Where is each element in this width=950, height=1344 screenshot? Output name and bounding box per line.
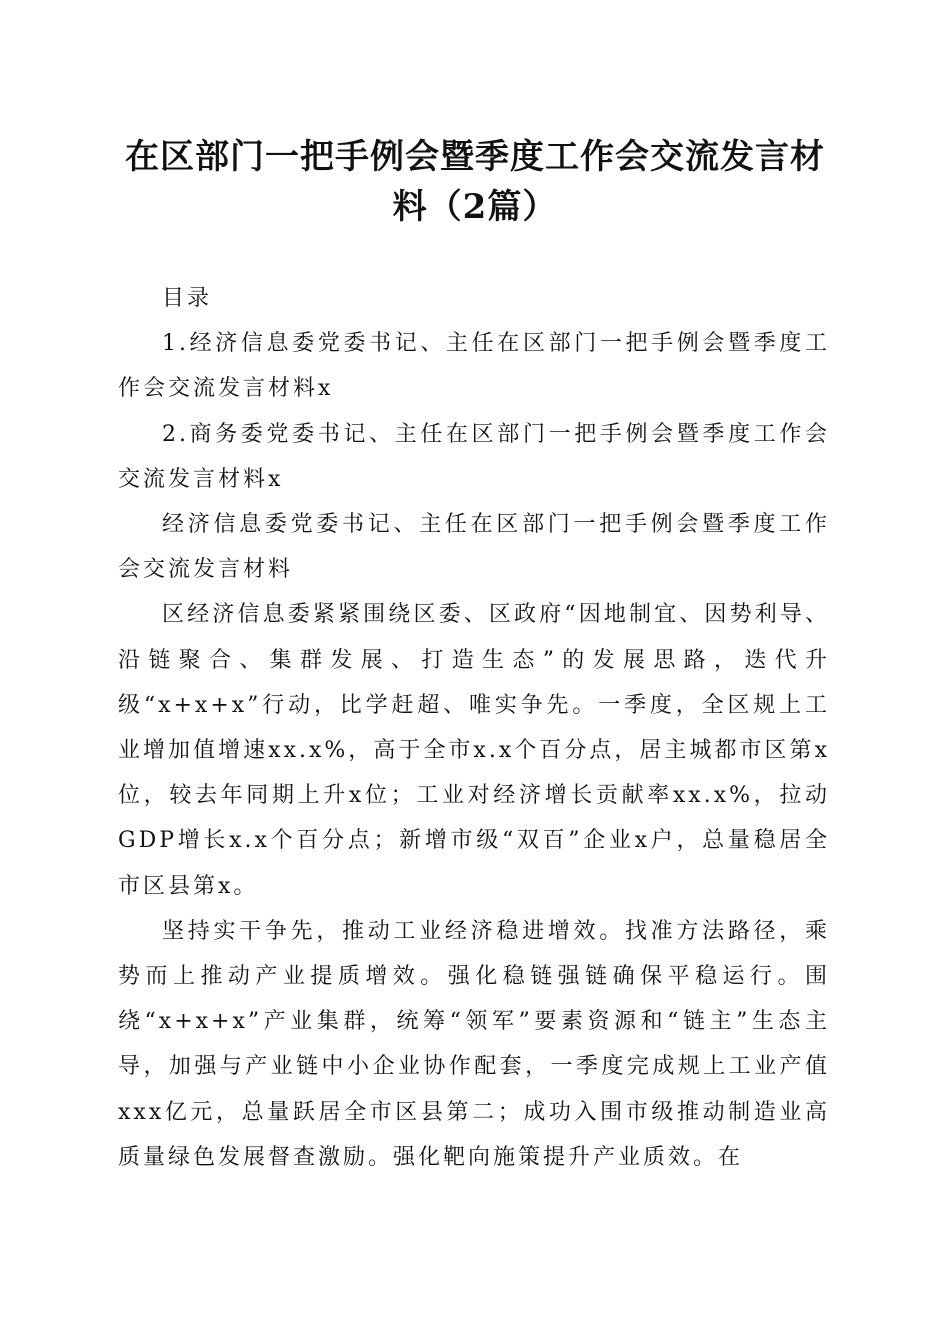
document-title: 在区部门一把手例会暨季度工作会交流发言材料（2篇） [125, 137, 825, 227]
body-paragraph: 区经济信息委紧紧围绕区委、区政府“因地制宜、因势利导、沿链聚合、集群发展、打造生态”的发展思路，迭代升级“x+x+x”行动，比学赶超、唯实争先。一季度，全区规上工业增加值增速xx.x%，高于全市x.x个百分点，居主城都市区第x位，较去年同期上升x位；工业对经济增长贡献率xx.x%，拉动GDP增长x.x个百分点；新增市级“双百”企业x户，总量稳居全市区县第x。 [118, 602, 830, 899]
toc-item: 2.商务委党委书记、主任在区部门一把手例会暨季度工作会交流发言材料x [118, 421, 830, 492]
section-title: 经济信息委党委书记、主任在区部门一把手例会暨季度工作会交流发言材料 [118, 512, 830, 583]
toc-heading: 目录 [162, 286, 213, 311]
body-paragraph: 坚持实干争先，推动工业经济稳进增效。找准方法路径，乘势而上推动产业提质增效。强化稳链强链确保平稳运行。围绕“x+x+x”产业集群，统筹“领军”要素资源和“链主”生态主导，加强与产业链中小企业协作配套，一季度完成规上工业产值xxx亿元，总量跃居全市区县第二；成功入围市级推动制造业高质量绿色发展督查激励。强化靶向施策提升产业质效。在 [118, 918, 830, 1170]
toc-item: 1.经济信息委党委书记、主任在区部门一把手例会暨季度工作会交流发言材料x [118, 331, 830, 402]
document-body [118, 276, 830, 1180]
